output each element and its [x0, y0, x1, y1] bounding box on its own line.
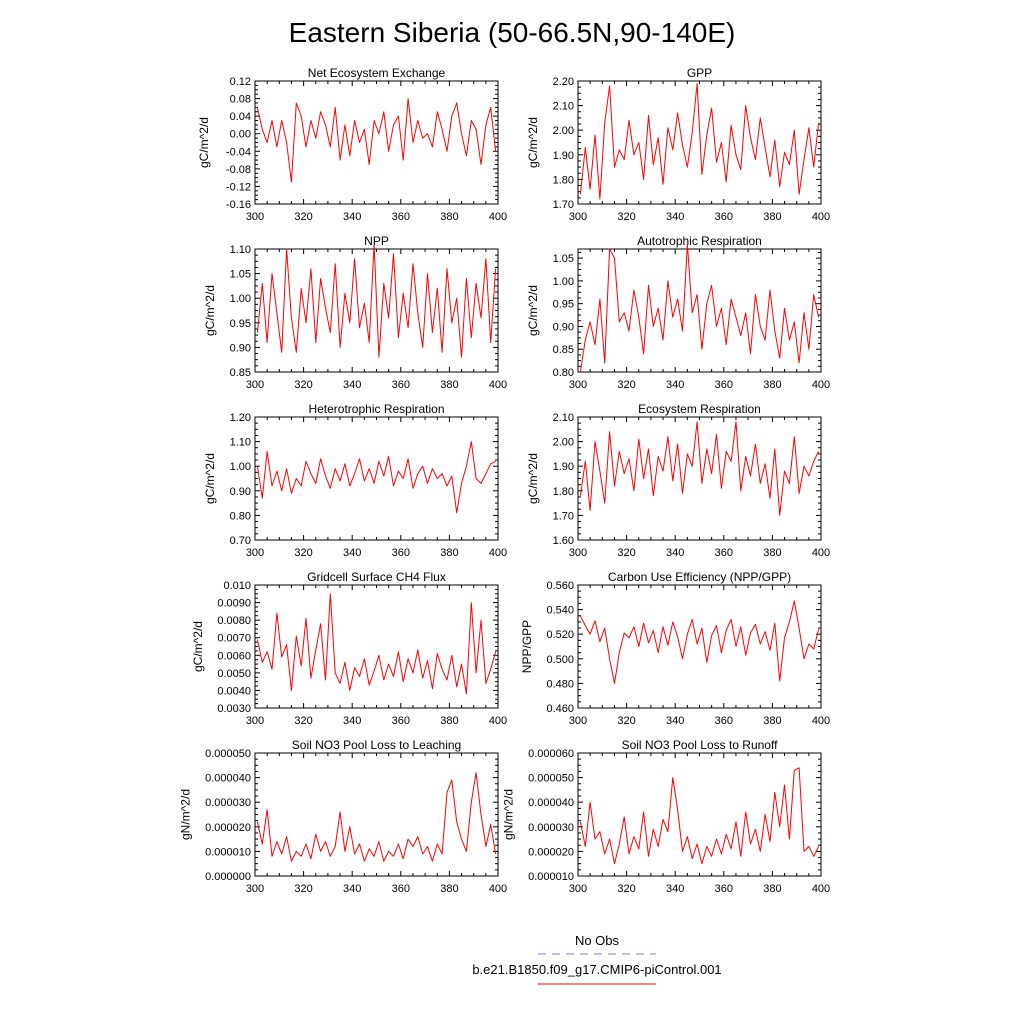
legend-label-no-obs: No Obs: [574, 933, 620, 948]
x-tick-label: 320: [294, 211, 313, 223]
plot-frame: [578, 585, 821, 708]
x-tick-label: 400: [811, 883, 831, 895]
panel-npp: [203, 234, 507, 391]
panel-soil-no3-pool-loss-to-runoff: [501, 738, 830, 895]
y-tick-label: 1.00: [229, 461, 251, 474]
y-axis-label: gN/m^2/d: [501, 789, 516, 840]
panel-autotrophic-respiration: [526, 234, 830, 391]
x-tick-label: 320: [617, 211, 636, 223]
x-tick-label: 400: [488, 715, 508, 727]
y-tick-label: 0.90: [229, 485, 251, 498]
y-tick-label: 1.00: [552, 275, 574, 288]
x-tick-label: 320: [617, 379, 636, 391]
x-tick-label: 300: [245, 379, 265, 391]
y-tick-label: 0.0080: [217, 615, 251, 628]
y-tick-label: 1.00: [229, 293, 251, 306]
y-tick-label: 0.520: [546, 629, 574, 642]
panel-title: GPP: [686, 66, 713, 80]
x-tick-label: 380: [763, 211, 782, 223]
y-tick-label: 0.000000: [205, 871, 251, 883]
y-tick-label: -0.04: [225, 146, 251, 159]
y-axis-label: NPP/GPP: [520, 619, 534, 674]
x-tick-label: 360: [391, 547, 410, 559]
panel-title: Gridcell Surface CH4 Flux: [307, 570, 446, 584]
x-tick-label: 380: [440, 715, 459, 727]
plot-frame: [255, 753, 498, 876]
y-tick-label: 0.0030: [217, 703, 251, 715]
series-line-heterotrophic-respiration: [257, 442, 495, 513]
y-tick-label: 1.60: [552, 535, 574, 547]
y-tick-label: 0.540: [546, 604, 574, 617]
x-tick-label: 360: [391, 883, 410, 895]
y-tick-label: 1.10: [229, 244, 251, 256]
x-tick-label: 400: [811, 211, 831, 223]
y-tick-label: 0.500: [546, 653, 574, 666]
y-tick-label: 0.85: [229, 367, 251, 379]
panel-net-ecosystem-exchange: [197, 66, 507, 223]
series-line-autotrophic-respiration: [580, 244, 818, 372]
plot-frame: [255, 81, 498, 204]
y-tick-label: 1.20: [229, 412, 251, 424]
x-tick-label: 340: [666, 547, 685, 559]
y-tick-label: 0.000020: [205, 821, 251, 834]
y-tick-label: 0.80: [229, 510, 251, 523]
plot-frame: [255, 417, 498, 540]
y-tick-label: 2.00: [552, 436, 574, 449]
y-tick-label: 0.000040: [205, 772, 251, 785]
y-tick-label: 2.10: [552, 100, 574, 113]
panel-soil-no3-pool-loss-to-leaching: [178, 738, 507, 895]
y-tick-label: 1.70: [552, 199, 574, 211]
series-line-soil-no3-pool-loss-to-leaching: [257, 773, 495, 862]
y-tick-label: 0.0070: [217, 632, 251, 645]
y-tick-label: 0.80: [552, 367, 574, 379]
y-tick-label: 0.85: [552, 344, 574, 357]
panel-carbon-use-efficiency-npp-gpp: [520, 570, 830, 727]
y-tick-label: 1.05: [552, 253, 574, 266]
y-tick-label: 0.00: [229, 128, 251, 141]
series-line-soil-no3-pool-loss-to-runoff: [580, 768, 818, 864]
x-tick-label: 400: [488, 211, 508, 223]
panel-title: Autotrophic Respiration: [637, 234, 762, 248]
y-axis-label: gN/m^2/d: [178, 789, 193, 840]
x-tick-label: 360: [391, 211, 410, 223]
y-tick-label: 0.560: [546, 580, 574, 592]
x-tick-label: 300: [568, 547, 588, 559]
panel-ecosystem-respiration: [526, 402, 830, 559]
y-tick-label: 0.95: [552, 298, 574, 311]
x-tick-label: 380: [763, 379, 782, 391]
x-tick-label: 360: [714, 379, 733, 391]
y-axis-label: gC/m^2/d: [526, 117, 541, 168]
x-tick-label: 360: [714, 547, 733, 559]
panel-title: Net Ecosystem Exchange: [307, 66, 446, 80]
x-tick-label: 340: [666, 379, 685, 391]
x-tick-label: 380: [763, 883, 782, 895]
y-axis-label: gC/m^2/d: [203, 285, 218, 336]
x-tick-label: 320: [294, 883, 313, 895]
y-tick-label: 0.000060: [528, 748, 574, 760]
y-tick-label: 0.000030: [528, 821, 574, 834]
y-tick-label: 0.70: [229, 535, 251, 547]
y-tick-label: 0.08: [229, 93, 251, 106]
y-tick-label: -0.16: [225, 199, 251, 211]
y-tick-label: 0.95: [229, 317, 251, 330]
y-tick-label: 1.05: [229, 268, 251, 281]
x-tick-label: 300: [245, 715, 265, 727]
series-line-npp: [257, 244, 495, 357]
y-tick-label: 1.80: [552, 174, 574, 187]
x-tick-label: 380: [763, 715, 782, 727]
x-tick-label: 320: [617, 883, 636, 895]
x-tick-label: 400: [811, 715, 831, 727]
x-tick-label: 360: [391, 715, 410, 727]
y-axis-label: gC/m^2/d: [203, 453, 218, 504]
x-tick-label: 320: [294, 715, 313, 727]
x-tick-label: 320: [617, 547, 636, 559]
x-tick-label: 340: [343, 379, 362, 391]
x-tick-label: 340: [343, 547, 362, 559]
series-line-gridcell-surface-ch4-flux: [257, 594, 495, 694]
y-axis-label: gC/m^2/d: [197, 117, 211, 168]
panel-title: Ecosystem Respiration: [638, 402, 761, 416]
y-tick-label: 0.0060: [217, 650, 251, 663]
y-tick-label: -0.12: [225, 181, 251, 194]
y-tick-label: 0.90: [552, 321, 574, 334]
x-tick-label: 300: [568, 715, 588, 727]
y-tick-label: 0.04: [229, 111, 251, 124]
plot-frame: [578, 417, 821, 540]
y-tick-label: 2.10: [552, 412, 574, 424]
x-tick-label: 360: [714, 883, 733, 895]
x-tick-label: 300: [568, 883, 588, 895]
x-tick-label: 340: [343, 211, 362, 223]
plot-frame: [578, 81, 821, 204]
x-tick-label: 300: [568, 211, 588, 223]
x-tick-label: 340: [666, 211, 685, 223]
series-line-carbon-use-efficiency-npp-gpp: [580, 601, 818, 683]
series-line-gpp: [580, 84, 818, 200]
y-tick-label: 0.000010: [205, 846, 251, 859]
panel-title: Soil NO3 Pool Loss to Leaching: [291, 738, 462, 752]
y-tick-label: 0.12: [229, 76, 251, 88]
plot-frame: [578, 753, 821, 876]
x-tick-label: 340: [666, 715, 685, 727]
y-axis-label: gC/m^2/d: [190, 621, 205, 672]
x-tick-label: 300: [245, 883, 265, 895]
y-tick-label: -0.08: [225, 163, 251, 176]
y-tick-label: 0.460: [546, 703, 574, 715]
y-tick-label: 0.0090: [217, 597, 251, 610]
x-tick-label: 400: [488, 883, 508, 895]
x-tick-label: 380: [440, 547, 459, 559]
x-tick-label: 360: [391, 379, 410, 391]
panel-gridcell-surface-ch4-flux: [191, 570, 507, 727]
x-tick-label: 380: [440, 883, 459, 895]
y-tick-label: 0.000040: [528, 797, 574, 810]
figure-title: Eastern Siberia (50-66.5N,90-140E): [288, 17, 736, 48]
y-tick-label: 0.000030: [205, 797, 251, 810]
y-tick-label: 1.80: [552, 485, 574, 498]
series-line-ecosystem-respiration: [580, 422, 818, 516]
x-tick-label: 300: [245, 547, 265, 559]
x-tick-label: 320: [294, 547, 313, 559]
panel-title: Carbon Use Efficiency (NPP/GPP): [607, 570, 792, 584]
panel-title: NPP: [364, 234, 389, 248]
x-tick-label: 340: [343, 715, 362, 727]
series-line-net-ecosystem-exchange: [257, 99, 495, 182]
y-tick-label: 0.0050: [217, 667, 251, 680]
y-tick-label: 0.010: [223, 580, 251, 592]
x-tick-label: 320: [294, 379, 313, 391]
x-tick-label: 380: [440, 211, 459, 223]
x-tick-label: 340: [666, 883, 685, 895]
legend-label-model: b.e21.B1850.f09_g17.CMIP6-piControl.001: [472, 962, 722, 977]
panel-title: Heterotrophic Respiration: [308, 402, 445, 416]
y-tick-label: 2.20: [552, 76, 574, 88]
y-tick-label: 0.0040: [217, 685, 251, 698]
x-tick-label: 300: [245, 211, 265, 223]
y-tick-label: 0.480: [546, 678, 574, 691]
panel-gpp: [526, 66, 830, 223]
y-tick-label: 0.90: [229, 342, 251, 355]
x-tick-label: 380: [440, 379, 459, 391]
y-axis-label: gC/m^2/d: [526, 453, 541, 504]
y-tick-label: 1.10: [229, 436, 251, 449]
y-tick-label: 1.70: [552, 510, 574, 523]
x-tick-label: 400: [488, 379, 508, 391]
y-tick-label: 1.90: [552, 461, 574, 474]
x-tick-label: 380: [763, 547, 782, 559]
y-tick-label: 1.90: [552, 149, 574, 162]
y-axis-label: gC/m^2/d: [526, 285, 541, 336]
panels: [178, 66, 830, 895]
x-tick-label: 320: [617, 715, 636, 727]
y-tick-label: 0.000010: [528, 871, 574, 883]
x-tick-label: 300: [568, 379, 588, 391]
y-tick-label: 0.000050: [528, 772, 574, 785]
x-tick-label: 360: [714, 211, 733, 223]
y-tick-label: 2.00: [552, 125, 574, 138]
x-tick-label: 340: [343, 883, 362, 895]
x-tick-label: 360: [714, 715, 733, 727]
panel-heterotrophic-respiration: [203, 402, 507, 559]
x-tick-label: 400: [811, 379, 831, 391]
legend: [472, 933, 721, 984]
y-tick-label: 0.000020: [528, 846, 574, 859]
x-tick-label: 400: [488, 547, 508, 559]
y-tick-label: 0.000050: [205, 748, 251, 760]
panel-title: Soil NO3 Pool Loss to Runoff: [621, 738, 778, 752]
x-tick-label: 400: [811, 547, 831, 559]
